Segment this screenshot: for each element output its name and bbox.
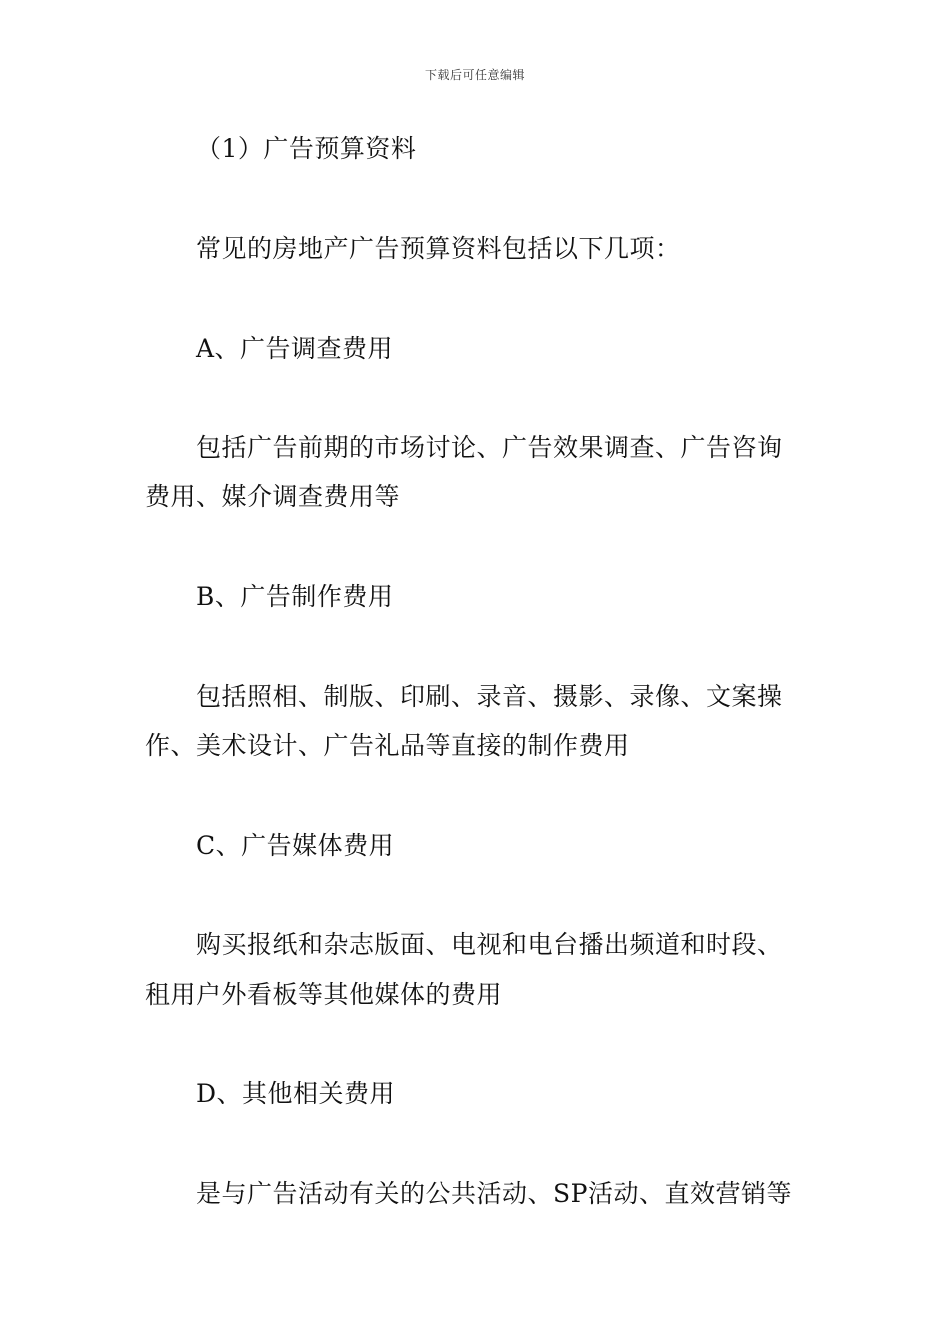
- item-b-body-line2: 作、美术设计、广告礼品等直接的制作费用: [145, 731, 630, 760]
- item-b-heading: B、广告制作费用: [196, 582, 394, 611]
- item-c-heading: C、广告媒体费用: [196, 831, 395, 860]
- item-a-body-line1: 包括广告前期的市场讨论、广告效果调查、广告咨询: [196, 433, 783, 462]
- item-a-body-line2: 费用、媒介调查费用等: [145, 482, 401, 511]
- item-c-body-line2: 租用户外看板等其他媒体的费用: [145, 980, 503, 1009]
- item-c-body-line1: 购买报纸和杂志版面、电视和电台播出频道和时段、: [196, 930, 783, 959]
- item-d-heading: D、其他相关费用: [196, 1079, 396, 1108]
- page-header-note: 下载后可任意编辑: [424, 68, 525, 82]
- intro-paragraph: 常见的房地产广告预算资料包括以下几项：: [196, 234, 681, 263]
- item-b-body-line1: 包括照相、制版、印刷、录音、摄影、录像、文案操: [196, 682, 783, 711]
- section-title: （1）广告预算资料: [196, 134, 417, 163]
- item-d-body-line1: 是与广告活动有关的公共活动、SP活动、直效营销等: [196, 1179, 792, 1208]
- item-a-heading: A、广告调查费用: [196, 334, 394, 363]
